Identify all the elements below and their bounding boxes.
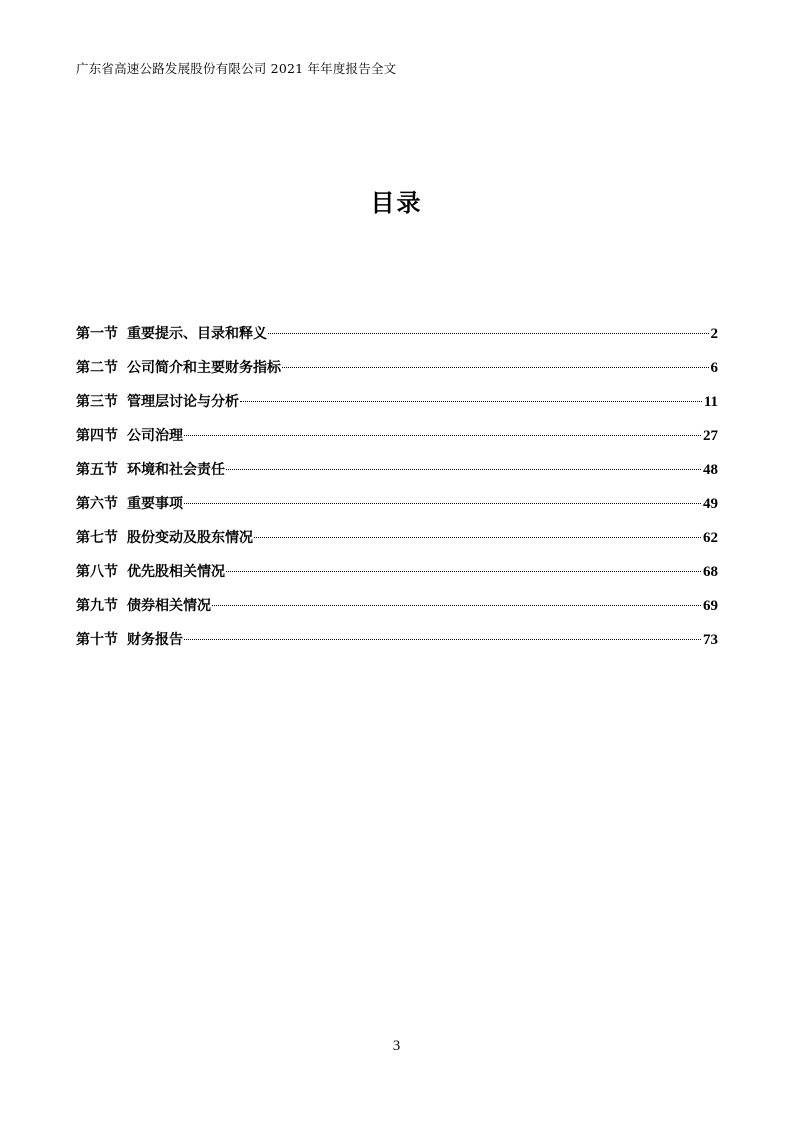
toc-section-number: 第一节 <box>76 326 118 342</box>
toc-page-number: 69 <box>703 598 718 614</box>
toc-section-title: 债券相关情况 <box>127 598 211 614</box>
toc-page-number: 11 <box>703 394 718 410</box>
table-of-contents <box>76 323 718 663</box>
toc-dot-leader <box>226 571 701 572</box>
page-number: 3 <box>392 1038 401 1054</box>
toc-section-number: 第六节 <box>76 496 118 512</box>
toc-entry-section-8[interactable] <box>76 561 718 595</box>
toc-entry-section-2[interactable] <box>76 357 718 391</box>
toc-page-number: 6 <box>710 360 718 376</box>
toc-page-number: 48 <box>703 462 718 478</box>
toc-entry-section-9[interactable] <box>76 595 718 629</box>
toc-dot-leader <box>212 605 701 606</box>
toc-dot-leader <box>240 401 702 402</box>
toc-section-number: 第八节 <box>76 564 118 580</box>
toc-section-title: 公司简介和主要财务指标 <box>127 360 281 376</box>
toc-section-number: 第七节 <box>76 530 118 546</box>
toc-page-number: 73 <box>703 632 718 648</box>
toc-dot-leader <box>226 469 701 470</box>
toc-section-number: 第九节 <box>76 598 118 614</box>
toc-page-number: 68 <box>703 564 718 580</box>
toc-section-number: 第十节 <box>76 632 118 648</box>
toc-page-number: 49 <box>703 496 718 512</box>
toc-section-title: 优先股相关情况 <box>127 564 225 580</box>
toc-section-number: 第五节 <box>76 462 118 478</box>
toc-dot-leader <box>282 367 709 368</box>
toc-section-number: 第三节 <box>76 394 118 410</box>
toc-page-number: 62 <box>703 530 718 546</box>
toc-page-number: 2 <box>710 326 718 342</box>
toc-section-title: 环境和社会责任 <box>127 462 225 478</box>
toc-dot-leader <box>268 333 709 334</box>
toc-entry-section-5[interactable] <box>76 459 718 493</box>
toc-entry-section-7[interactable] <box>76 527 718 561</box>
toc-dot-leader <box>254 537 701 538</box>
toc-entry-section-4[interactable] <box>76 425 718 459</box>
toc-dot-leader <box>184 435 701 436</box>
toc-entry-section-10[interactable] <box>76 629 718 663</box>
toc-dot-leader <box>184 503 701 504</box>
toc-page-number: 27 <box>703 428 718 444</box>
toc-entry-section-3[interactable] <box>76 391 718 425</box>
toc-entry-section-1[interactable] <box>76 323 718 357</box>
toc-section-title: 财务报告 <box>127 632 183 648</box>
toc-entry-section-6[interactable] <box>76 493 718 527</box>
toc-section-number: 第四节 <box>76 428 118 444</box>
toc-section-number: 第二节 <box>76 360 118 376</box>
running-header: 广东省高速公路发展股份有限公司 2021 年年度报告全文 <box>76 61 397 76</box>
toc-section-title: 股份变动及股东情况 <box>127 530 253 546</box>
toc-title: 目录 <box>370 188 423 217</box>
toc-section-title: 重要事项 <box>127 496 183 512</box>
toc-dot-leader <box>184 639 701 640</box>
toc-section-title: 管理层讨论与分析 <box>127 394 239 410</box>
toc-section-title: 重要提示、目录和释义 <box>127 326 267 342</box>
toc-section-title: 公司治理 <box>127 428 183 444</box>
